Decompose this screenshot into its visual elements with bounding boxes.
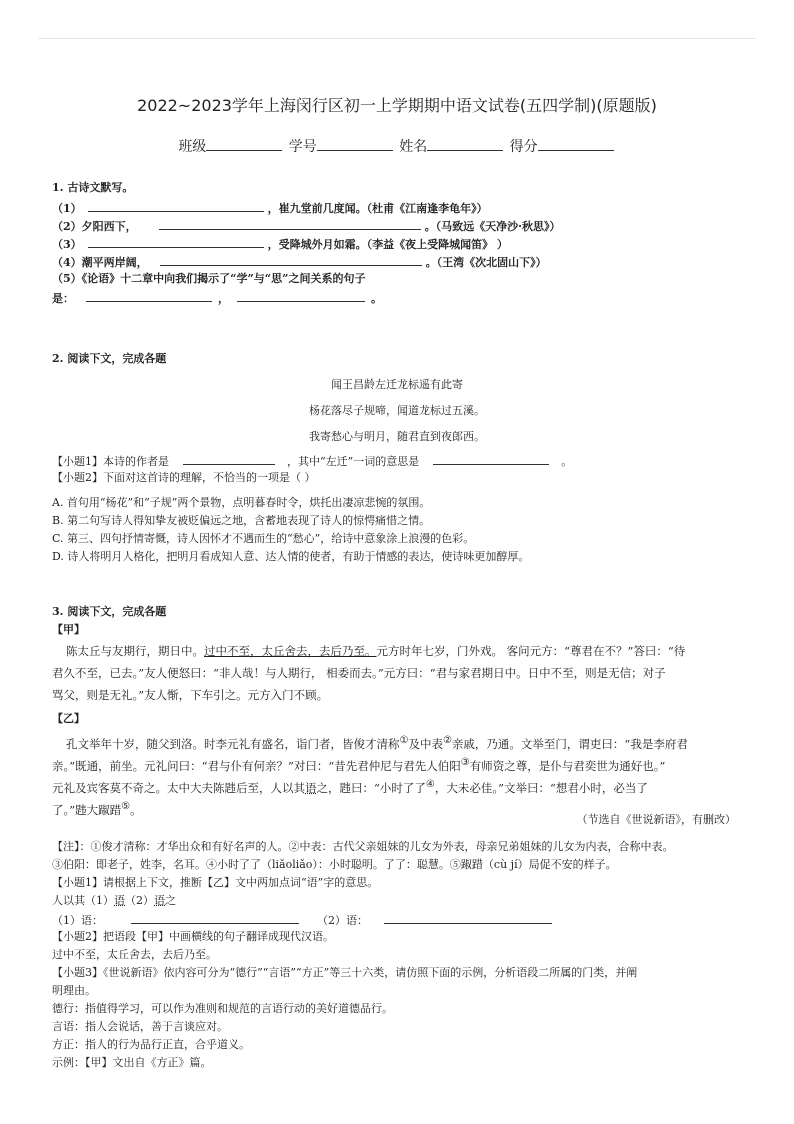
sub1-word-2: 语 bbox=[154, 894, 165, 907]
q1-line-2-text: 。（马致远《天净沙·秋思》） bbox=[424, 220, 561, 233]
note-mark-1: ① bbox=[399, 735, 409, 746]
sub1-word-1: 语 bbox=[114, 894, 125, 907]
source-citation: （节选自《世说新语》，有删改） bbox=[576, 813, 736, 826]
poem-line-2: 我寄愁心与明月，随君直到夜郎西。 bbox=[309, 430, 485, 443]
q2-heading: 2. 阅读下文，完成各题 bbox=[52, 352, 167, 365]
sub1-answer-1-blank[interactable] bbox=[131, 912, 299, 924]
sub1-words-c: 之 bbox=[165, 894, 176, 907]
q1-line-4-text: 。（王湾《次北固山下》） bbox=[425, 256, 547, 269]
q1-line-4-num: （4）潮平两岸阔， bbox=[52, 256, 148, 269]
q2-sub1-blank-2[interactable] bbox=[433, 453, 549, 465]
q2-sub1 bbox=[52, 453, 572, 468]
definition-yanyu: 言语：指人会说话，善于言谈应对。 bbox=[52, 1020, 228, 1033]
q1-line-2 bbox=[52, 218, 561, 233]
passage-yi-line-4 bbox=[52, 800, 142, 817]
note-mark-2: ② bbox=[442, 735, 452, 746]
q1-line-3-text: ，受降城外月如霜。（李益《夜上受降城闻笛》 ） bbox=[267, 238, 508, 251]
q1-blank-3[interactable] bbox=[88, 236, 264, 248]
q1-line-6-period: 。 bbox=[371, 292, 382, 305]
q1-blank-5b[interactable] bbox=[237, 290, 365, 302]
passage-jia-line-3: 骂父，则是无礼。”友人惭，下车引之。元方入门不顾。 bbox=[52, 688, 329, 702]
q2-option-c: C. 第三、四句抒情寄慨，诗人因怀才不遇而生的“愁心”，给诗中意象涂上浪漫的色彩。 bbox=[52, 532, 475, 545]
q2-sub1-text-a: 【小题1】本诗的作者是 bbox=[52, 455, 169, 468]
yi-text-1a: 孔文举年十岁，随父到洛。时李元礼有盛名，诣门者，皆俊才清称 bbox=[66, 736, 400, 751]
q1-blank-4[interactable] bbox=[160, 254, 422, 266]
q1-blank-1[interactable] bbox=[88, 200, 264, 212]
notes-line-1: 【注】：①俊才清称：才华出众和有好名声的人。②中表：古代父亲姐妹的儿女为外表，母亲兄弟姐妹的儿女为内表，合称中表。 bbox=[52, 840, 674, 853]
poem-line-1: 杨花落尽子规啼，闻道龙标过五溪。 bbox=[309, 404, 485, 417]
student-id-field[interactable] bbox=[317, 138, 393, 151]
jia-text-1b: 元方时年七岁，门外戏。 客问元方：“尊君在不？”答曰：“待 bbox=[376, 644, 686, 658]
passage-jia-line-2: 君久不至，已去。”友人便怒曰：“非人哉！与人期行， 相委而去。”元方曰：“君与家君期日中。日中不至，则是无信；对子 bbox=[52, 666, 666, 680]
q2-option-a: A. 首句用“杨花”和“子规”两个景物，点明暮春时令，烘托出凄凉悲惋的氛围。 bbox=[52, 496, 431, 509]
q2-sub1-blank-1[interactable] bbox=[183, 453, 275, 465]
yi-text-4a: 了。”韪大踧踖 bbox=[52, 802, 122, 817]
q3-sub1-answers bbox=[52, 912, 552, 927]
definition-fangzheng: 方正：指人的行为品行正直，合乎道义。 bbox=[52, 1038, 250, 1051]
q1-blank-5a[interactable] bbox=[86, 290, 212, 302]
yi-text-3a: 元礼及宾客莫不奇之。太中大夫陈韪后至，人以其 bbox=[52, 780, 305, 795]
name-field[interactable] bbox=[427, 138, 503, 151]
q1-line-1-text: ，崔九堂前几度闻。（杜甫《江南逢李龟年》） bbox=[267, 202, 488, 215]
example-line: 示例：【甲】文出自《方正》篇。 bbox=[52, 1056, 212, 1069]
poem-title: 闻王昌龄左迁龙标遥有此寄 bbox=[331, 378, 463, 391]
q1-line-5: （5）《论语》十二章中向我们揭示了“学”与“思”之间关系的句子 bbox=[52, 272, 366, 285]
q1-line-6-comma: ， bbox=[218, 292, 229, 305]
class-field[interactable] bbox=[206, 138, 282, 151]
q1-line-1 bbox=[52, 200, 488, 215]
q3-heading: 3. 阅读下文，完成各题 bbox=[52, 605, 167, 618]
notes-line-2: ③伯阳：即老子，姓李，名耳。④小时了了（liǎoliǎo）：小时聪明。了了：聪慧。⑤踧踖（cù jí）局促不安的样子。 bbox=[52, 858, 617, 871]
sub1-answer-2-label: （2）语： bbox=[317, 914, 368, 927]
class-label: 班级 bbox=[178, 139, 207, 155]
top-divider bbox=[38, 38, 756, 39]
q3-sub3-line-2: 明理由。 bbox=[52, 984, 96, 997]
page-title: 2022~2023学年上海闵行区初一上学期期中语文试卷(五四学制)(原题版) bbox=[137, 96, 657, 115]
note-mark-3: ③ bbox=[460, 757, 470, 768]
q1-line-1-num: （1） bbox=[52, 202, 82, 215]
q3-sub2-sentence: 过中不至，太丘舍去，去后乃至。 bbox=[52, 948, 217, 961]
sub1-answer-2-blank[interactable] bbox=[384, 912, 552, 924]
sub1-words-a: 人以其（1） bbox=[52, 894, 114, 907]
q1-line-3-num: （3） bbox=[52, 238, 82, 251]
note-mark-4: ④ bbox=[425, 779, 435, 790]
passage-yi-line-1 bbox=[66, 734, 688, 751]
jia-text-1a: 陈太丘与友期行，期日中。 bbox=[66, 644, 204, 658]
yi-text-3b: 之，韪曰：“小时了了 bbox=[316, 780, 426, 795]
definition-dexing: 德行：指值得学习，可以作为准则和规范的言语行动的美好道德品行。 bbox=[52, 1002, 393, 1015]
yi-text-4b: 。 bbox=[130, 802, 142, 817]
yi-text-1c: 亲戚，乃通。文举至门，谓吏曰：“我是李府君 bbox=[451, 736, 688, 751]
passage-jia-line-1 bbox=[66, 645, 685, 658]
q2-sub1-text-b: ，其中“左迁”一词的意思是 bbox=[287, 455, 420, 468]
score-label: 得分 bbox=[509, 139, 538, 155]
sub1-answer-1-label: （1）语： bbox=[52, 914, 103, 927]
q3-sub3-line-1: 【小题3】《世说新语》依内容可分为“德行”“言语”“方正”等三十六类，请仿照下面的示例，分析语段二所属的门类，并阐 bbox=[52, 966, 638, 979]
q1-line-4 bbox=[52, 254, 547, 269]
yi-text-1b: 及中表 bbox=[408, 736, 443, 751]
yi-text-3c: ，大未必佳。”文举曰：“想君小时，必当了 bbox=[434, 780, 648, 795]
q1-heading: 1. 古诗文默写。 bbox=[52, 181, 134, 194]
q1-line-2-num: （2）夕阳西下， bbox=[52, 220, 137, 233]
q1-line-3 bbox=[52, 236, 508, 251]
sub1-words-b: （2） bbox=[125, 894, 154, 907]
q1-line-6 bbox=[52, 290, 382, 305]
passage-yi-line-2 bbox=[52, 756, 665, 773]
q3-sub2: 【小题2】把语段【甲】中画横线的句子翻译成现代汉语。 bbox=[52, 930, 334, 943]
student-id-label: 学号 bbox=[288, 139, 317, 155]
q2-sub2: 【小题2】下面对这首诗的理解，不恰当的一项是（ ） bbox=[52, 471, 316, 484]
note-mark-5: ⑤ bbox=[121, 801, 131, 812]
student-info-row bbox=[0, 136, 794, 156]
q1-line-6-label: 是： bbox=[52, 292, 74, 305]
passage-jia-label: 【甲】 bbox=[52, 623, 85, 636]
passage-yi-label: 【乙】 bbox=[52, 712, 85, 725]
score-field[interactable] bbox=[538, 138, 614, 151]
yi-dotted-word: 语 bbox=[305, 780, 317, 795]
q3-sub1: 【小题1】请根据上下文，推断【乙】文中两加点词“语”字的意思。 bbox=[52, 876, 379, 889]
name-label: 姓名 bbox=[399, 139, 428, 155]
yi-text-2b: 有师资之尊，是仆与君奕世为通好也。” bbox=[469, 758, 666, 773]
q3-sub1-words bbox=[52, 894, 176, 907]
q2-sub1-text-c: 。 bbox=[561, 455, 573, 468]
q2-option-d: D. 诗人将明月人格化，把明月看成知人意、达人情的使者，有助于情感的表达，使诗味更加醇厚。 bbox=[52, 550, 530, 563]
passage-yi-line-3 bbox=[52, 778, 648, 795]
jia-underlined-sentence: 过中不至，太丘舍去，去后乃至。 bbox=[204, 644, 377, 658]
q2-option-b: B. 第二句写诗人得知挚友被贬偏远之地，含蓄地表现了诗人的惊愕痛惜之情。 bbox=[52, 514, 431, 527]
yi-text-2a: 亲。”既通，前坐。元礼问曰：“君与仆有何亲？”对曰：“昔先君仲尼与君先人伯阳 bbox=[52, 758, 461, 773]
q1-blank-2[interactable] bbox=[159, 218, 421, 230]
